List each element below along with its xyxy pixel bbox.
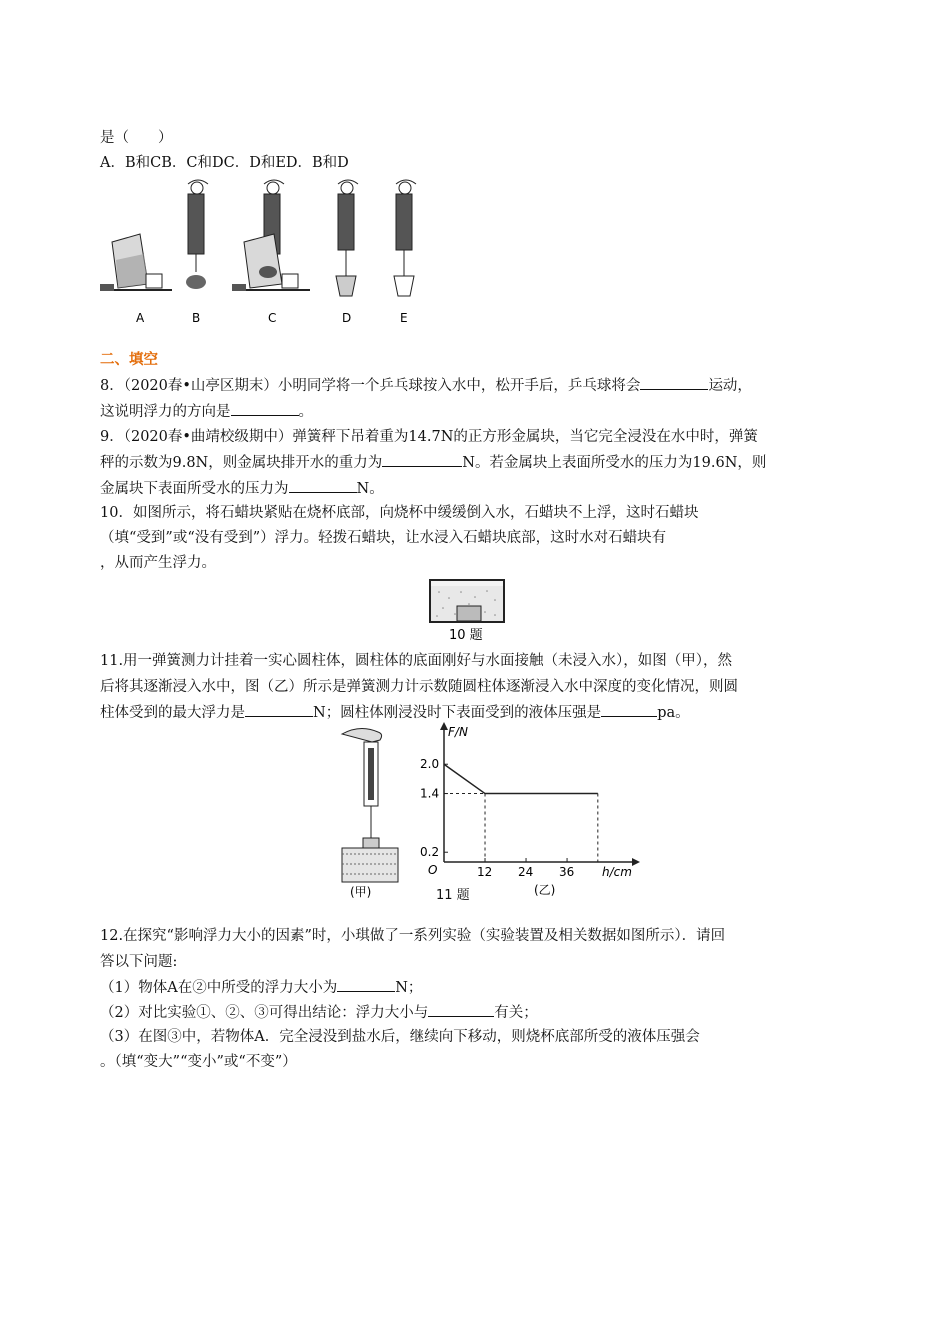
force-depth-chart — [412, 722, 642, 904]
q10-figure — [425, 570, 525, 644]
q10-caption: 10 题 — [449, 628, 483, 643]
y-tick-label-1: 1.4 — [420, 786, 440, 801]
q12-part3-line2: 。（填“变大”“变小”或“不变”） — [100, 1054, 297, 1070]
figure-label-c: C — [268, 311, 277, 325]
wax-block — [457, 606, 481, 621]
q12-p1-text-b: N； — [395, 980, 423, 996]
q9-text-d: N。 — [356, 481, 384, 497]
water-container — [342, 848, 398, 882]
x-tick-label-0: 12 — [477, 865, 493, 879]
q11-line2: 后将其逐渐浸入水中，图（乙）所示是弹簧测力计示数随圆柱体逐渐浸入水中深度的变化情况，则圆 — [100, 679, 738, 695]
q9-text-b: N。若金属块上表面所受水的压力为19.6N，则 — [462, 455, 767, 471]
q9-line3 — [100, 478, 384, 499]
q11-line1: 11.用一弹簧测力计挂着一实心圆柱体，圆柱体的底面刚好与水面接触（未浸入水），如图（甲），然 — [100, 653, 733, 669]
q8-line2 — [100, 401, 313, 422]
y-tick-label-0: 0.2 — [420, 845, 440, 860]
y-axis-label: F/N — [448, 725, 468, 739]
q11-text-b: N；圆柱体刚浸没时下表面受到的液体压强是 — [313, 705, 602, 721]
q9-blank-2[interactable] — [289, 478, 357, 493]
figure-label-d: D — [342, 311, 352, 325]
q12-blank-2[interactable] — [428, 1002, 494, 1017]
figure-b-spring-scale — [186, 180, 208, 289]
label-yi: (乙) — [534, 883, 556, 897]
q12-part2 — [100, 1002, 538, 1023]
y-tick-label-2: 2.0 — [420, 757, 440, 772]
figure-label-e: E — [400, 311, 408, 325]
q11-caption: 11 题 — [436, 888, 470, 903]
figure-d-spring-scale-with-cup — [336, 180, 358, 296]
q7-stem-tail: 是（ ） — [100, 130, 173, 146]
q12-p1-text-a: （1）物体A在②中所受的浮力大小为 — [100, 980, 338, 996]
cylinder — [363, 838, 379, 848]
q8-text-a: 8．（2020春•山亭区期末）小明同学将一个乒乓球按入水中，松开手后，乒乓球将会 — [100, 378, 641, 394]
q9-line2 — [100, 452, 766, 473]
figure-e-spring-scale-with-empty-cup — [394, 180, 416, 296]
q9-text-a: 秤的示数为9.8N，则金属块排开水的重力为 — [100, 455, 383, 471]
q12-p2-text-b: 有关； — [494, 1005, 538, 1021]
q9-text-c: 金属块下表面所受水的压力为 — [100, 481, 289, 497]
x-tick-label-2: 36 — [559, 865, 575, 879]
q12-line1: 12.在探究“影响浮力大小的因素”时，小琪做了一系列实验（实验装置及相关数据如图所示）．请回 — [100, 928, 726, 944]
q9-line1: 9．（2020春•曲靖校级期中）弹簧秤下吊着重为14.7N的正方形金属块，当它完全浸没在水中时，弹簧 — [100, 429, 758, 445]
q11-text-c: pa。 — [657, 705, 690, 721]
q8-text-d: 。 — [298, 404, 313, 420]
q12-p2-text-a: （2）对比实验①、②、③可得出结论：浮力大小与 — [100, 1005, 429, 1021]
figure-a-overflow-beaker — [100, 234, 162, 291]
origin-label: O — [428, 863, 438, 877]
q12-line2: 答以下问题: — [100, 954, 178, 970]
q8-text-c: 这说明浮力的方向是 — [100, 404, 231, 420]
hand — [342, 728, 382, 742]
q11-blank-1[interactable] — [245, 702, 313, 717]
q10-line1: 10．如图所示，将石蜡块紧贴在烧杯底部，向烧杯中缓缓倒入水，石蜡块不上浮，这时石蜡块 — [100, 505, 699, 521]
q12-blank-1[interactable] — [337, 977, 395, 992]
q8-blank-2[interactable] — [231, 401, 299, 416]
q7-options: A．B和CB．C和DC．D和ED．B和D — [100, 155, 349, 171]
figure-label-b: B — [192, 311, 201, 325]
q10-line3: ，从而产生浮力。 — [100, 555, 216, 571]
section-title: 二、填空 — [100, 352, 158, 368]
force-series-line — [444, 764, 598, 793]
x-axis-label: h/cm — [602, 865, 632, 879]
q11-blank-2[interactable] — [601, 702, 657, 717]
q8-blank-1[interactable] — [640, 375, 708, 390]
label-jia: (甲) — [350, 885, 372, 899]
figure-c-spring-scale-in-beaker — [232, 180, 298, 291]
figure-label-a: A — [136, 311, 145, 325]
q10-line2: （填“受到”或“没有受到”）浮力。轻拨石蜡块，让水浸入石蜡块底部，这时水对石蜡块有 — [100, 530, 667, 546]
q9-blank-1[interactable] — [382, 452, 462, 467]
q12-part1 — [100, 977, 422, 998]
q11-text-a: 柱体受到的最大浮力是 — [100, 705, 245, 721]
q8-line1 — [100, 375, 752, 396]
x-tick-label-1: 24 — [518, 865, 534, 879]
q8-text-b: 运动， — [708, 378, 752, 394]
q12-part3-line1: （3）在图③中，若物体A．完全浸没到盐水后，继续向下移动，则烧杯底部所受的液体压强会 — [100, 1029, 700, 1045]
q7-figure — [100, 172, 440, 332]
q11-line3 — [100, 702, 690, 723]
